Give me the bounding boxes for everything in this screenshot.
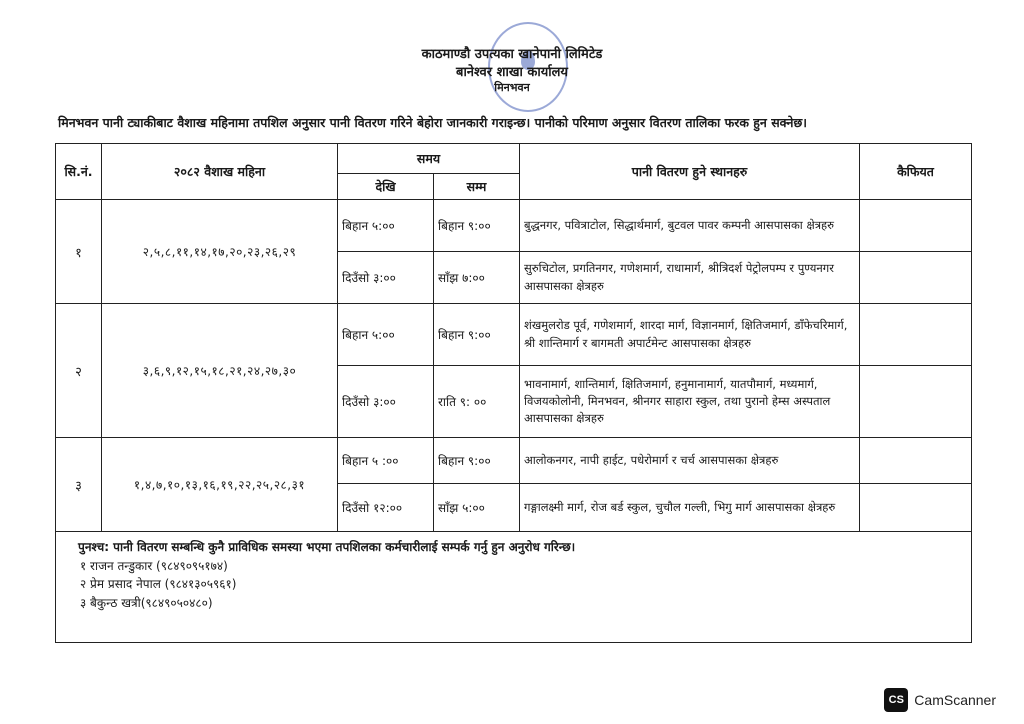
contact-entry: २ प्रेम प्रसाद नेपाल (९८४१३०५९६१) [80, 577, 237, 592]
table-row [56, 200, 972, 252]
serial-number: २ [56, 304, 102, 438]
branch-office: बानेश्वर शाखा कार्यालय [456, 65, 568, 80]
col-header-time: समय [338, 144, 520, 174]
table-header-row [56, 144, 972, 174]
org-name: काठमाण्डौ उपत्यका खानेपानी लिमिटेड [421, 47, 603, 62]
distribution-places: बुद्धनगर, पवित्राटोल, सिद्धार्थमार्ग, बुटवल पावर कम्पनी आसपासका क्षेत्रहरु [520, 200, 860, 252]
distribution-dates: ३,६,९,१२,१५,१८,२१,२४,२७,३० [102, 304, 338, 438]
remarks-cell [860, 366, 972, 438]
col-header-to: सम्म [434, 174, 520, 200]
col-header-places: पानी वितरण हुने स्थानहरु [520, 144, 860, 200]
col-header-from: देखि [338, 174, 434, 200]
location-name: मिनभवन [494, 81, 530, 94]
time-to: बिहान ९:०० [434, 438, 520, 484]
time-to: साँझ ७:०० [434, 252, 520, 304]
time-from: दिउँसो ३:०० [338, 366, 434, 438]
time-from: बिहान ५ :०० [338, 438, 434, 484]
distribution-dates: २,५,८,११,१४,१७,२०,२३,२६,२९ [102, 200, 338, 304]
footer-note: पुनश्च: पानी वितरण सम्बन्धि कुनै प्राविधिक समस्या भएमा तपशिलका कर्मचारीलाई सम्पर्क गर्नु हुन अनुरोध गरिन्छ। [78, 540, 576, 554]
table-footer-row [56, 532, 972, 643]
distribution-places: सुरुचिटोल, प्रगतिनगर, गणेशमार्ग, राधामार्ग, श्रीत्रिदर्श पेट्रोलपम्प र पुण्यनगर आसपासका क्षेत्रहरु [520, 252, 860, 304]
remarks-cell [860, 304, 972, 366]
time-from: दिउँसो १२:०० [338, 484, 434, 532]
distribution-places: गङ्गालक्ष्मी मार्ग, रोज बर्ड स्कुल, चुचौल गल्ली, भिगु मार्ग आसपासका क्षेत्रहरु [520, 484, 860, 532]
col-header-remarks: कैफियत [860, 144, 972, 200]
serial-number: ३ [56, 438, 102, 532]
table-row [56, 304, 972, 366]
scanner-watermark [884, 688, 996, 712]
distribution-schedule-table [55, 143, 972, 643]
time-from: बिहान ५:०० [338, 200, 434, 252]
col-header-sn: सि.नं. [56, 144, 102, 200]
distribution-places: आलोकनगर, नापी हाईट, पधेरोमार्ग र चर्च आसपासका क्षेत्रहरु [520, 438, 860, 484]
time-to: बिहान ९:०० [434, 200, 520, 252]
time-to: साँझ ५:०० [434, 484, 520, 532]
time-from: बिहान ५:०० [338, 304, 434, 366]
table-row [56, 438, 972, 484]
col-header-month: २०८२ वैशाख महिना [102, 144, 338, 200]
distribution-dates: १,४,७,१०,१३,१६,१९,२२,२५,२८,३१ [102, 438, 338, 532]
time-to: बिहान ९:०० [434, 304, 520, 366]
remarks-cell [860, 252, 972, 304]
distribution-places: शंखमुलरोड पूर्व, गणेशमार्ग, शारदा मार्ग, विज्ञानमार्ग, क्षितिजमार्ग, डाँफेचरिमार्ग, श्री शान्तिमार्ग र बागमती अपार्टमेन्ट आसपासका क्षेत्रहरु [520, 304, 860, 366]
remarks-cell [860, 484, 972, 532]
contact-entry: ३ बैकुन्ठ खत्री(९८४९०५०४८०) [80, 595, 213, 610]
serial-number: १ [56, 200, 102, 304]
time-from: दिउँसो ३:०० [338, 252, 434, 304]
watermark-brand: CamScanner [914, 692, 996, 708]
distribution-places: भावनामार्ग, शान्तिमार्ग, क्षितिजमार्ग, हनुमानामार्ग, यातपौमार्ग, मध्यमार्ग, विजयकोलोनी, मिनभवन, श्रीनगर साहारा स्कुल, तथा पुरानो हेम्स अस्पताल आसपासका क्षेत्रहरु [520, 366, 860, 438]
contact-entry: १ राजन तन्डुकार (९८४९०९५१७४) [80, 558, 228, 573]
remarks-cell [860, 200, 972, 252]
footer-notes [56, 532, 972, 643]
camscanner-logo-icon: CS [884, 688, 908, 712]
time-to: राति ९: ०० [434, 366, 520, 438]
remarks-cell [860, 438, 972, 484]
notice-text: मिनभवन पानी ट्याकीबाट वैशाख महिनामा तपशिल अनुसार पानी वितरण गरिने बेहोरा जानकारी गराइन्छ। पानीको परिमाण अनुसार वितरण तालिका फरक हुन सक्नेछ। [58, 115, 807, 130]
